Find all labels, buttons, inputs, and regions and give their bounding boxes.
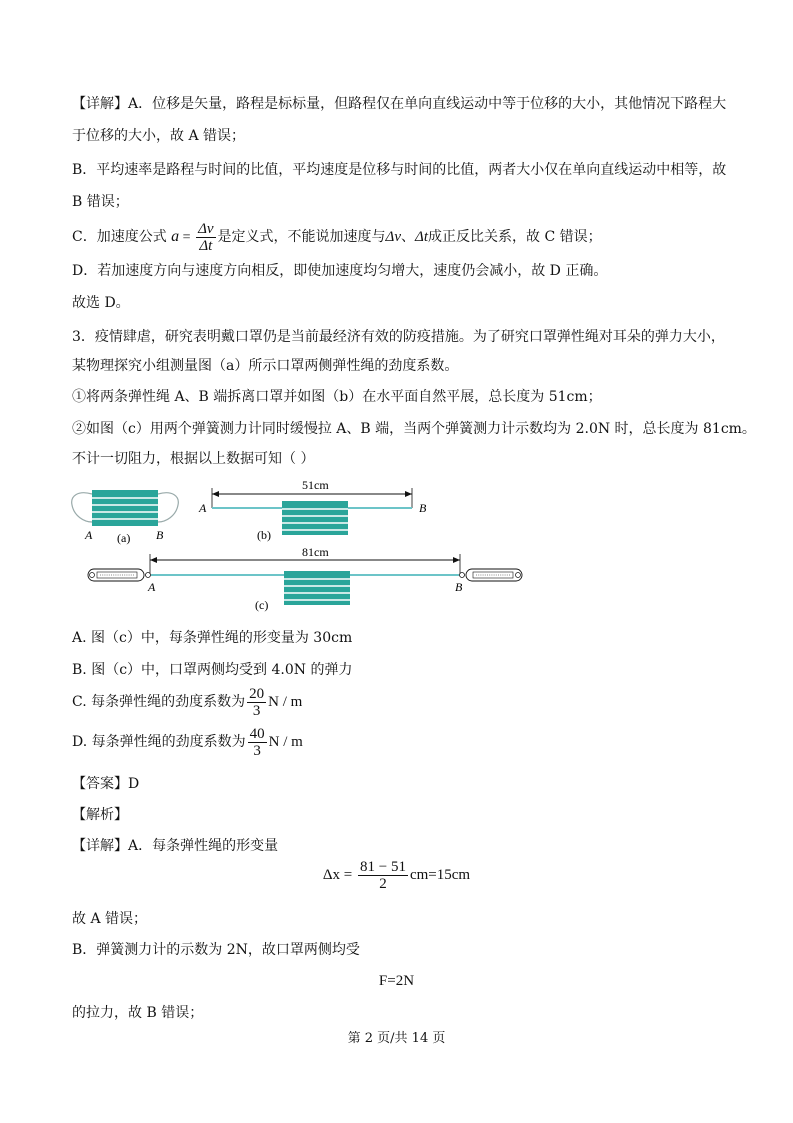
- delta-x-numerator: 81 − 51: [360, 858, 406, 875]
- accel-formula-numerator: Δv: [198, 220, 214, 237]
- figure-b-mask: [282, 501, 348, 535]
- option-d-numerator: 40: [249, 725, 265, 742]
- right-spring-scale-icon: [460, 569, 523, 581]
- separator: 、: [401, 229, 416, 245]
- detail-a-line1: 【详解】A．位移是矢量，路程是标标量，但路程仅在单向直线运动中等于位移的大小，其他情况下路程大: [72, 96, 727, 112]
- accel-formula-denominator: Δt: [199, 237, 213, 254]
- option-c: [72, 685, 302, 719]
- figure-a-mask: [72, 490, 179, 526]
- figure-c-label: (c): [255, 598, 269, 612]
- figure-c-end-b: B: [455, 580, 463, 594]
- option-d: [72, 725, 303, 759]
- figure-a-end-a: A: [85, 528, 93, 542]
- force-equation: F=2N: [378, 973, 415, 989]
- option-c-numerator: 20: [249, 685, 265, 702]
- b-explanation: B．弹簧测力计的示数为 2N，故口罩两侧均受: [72, 942, 360, 958]
- detail-c-mid: 是定义式，不能说加速度与: [217, 229, 386, 245]
- question-3-line4: ②如图（c）用两个弹簧测力计同时缓慢拉 A、B 端，当两个弹簧测力计示数均为 2.0N 时，总长度为 81cm。: [72, 421, 756, 437]
- figure-c-mask: [284, 571, 350, 605]
- equals-sign: =: [179, 230, 195, 245]
- figure-b-length: 51cm: [302, 478, 329, 492]
- option-d-text: D. 每条弹性绳的劲度系数为: [72, 734, 246, 750]
- analysis-label: 【解析】: [72, 807, 128, 823]
- choice-d: 故选 D。: [72, 295, 130, 311]
- b-wrong: 的拉力，故 B 错误；: [72, 1005, 204, 1021]
- detail-c-line: [72, 220, 602, 255]
- detail-c-suffix: 成正反比关系，故 C 错误；: [428, 229, 602, 245]
- delta-x-rhs: cm=15cm: [409, 867, 471, 883]
- left-spring-scale-icon: [88, 569, 151, 581]
- question-3-line3: ①将两条弹性绳 A、B 端拆离口罩并如图（b）在水平面自然平展，总长度为 51cm；: [72, 389, 602, 405]
- option-c-text: C. 每条弹性绳的劲度系数为: [72, 694, 246, 710]
- delta-t: Δt: [415, 229, 428, 245]
- detail-c-prefix: C．加速度公式: [72, 229, 167, 245]
- option-d-fraction: [248, 726, 267, 759]
- mask-figure: [0, 470, 793, 620]
- accel-symbol: a: [171, 228, 180, 245]
- option-d-denominator: 3: [253, 742, 261, 759]
- figure-b-label: (b): [257, 528, 271, 542]
- detail-a-line2: 于位移的大小，故 A 错误；: [72, 128, 246, 144]
- figure-a-label: (a): [117, 531, 131, 545]
- question-3-line2: 某物理探究小组测量图（a）所示口罩两侧弹性绳的劲度系数。: [72, 358, 459, 374]
- option-c-unit: N / m: [268, 694, 303, 710]
- option-c-denominator: 3: [252, 702, 261, 719]
- answer-label: 【答案】D: [72, 776, 140, 792]
- detail-b-line1: B．平均速率是路程与时间的比值，平均速度是位移与时间的比值，两者大小仅在单向直线运动中相等，故: [72, 162, 727, 178]
- detail-d-line: D．若加速度方向与速度方向相反，即使加速度均匀增大，速度仍会减小，故 D 正确。: [72, 263, 608, 279]
- detail-label: 【详解】A．每条弹性绳的形变量: [72, 838, 279, 854]
- delta-x-denominator: 2: [379, 875, 387, 892]
- option-c-fraction: [247, 686, 266, 719]
- delta-x-fraction: [358, 859, 408, 892]
- option-a: A. 图（c）中，每条弹性绳的形变量为 30cm: [72, 630, 353, 646]
- option-d-unit: N / m: [268, 734, 303, 750]
- delta-v: Δv: [385, 229, 402, 245]
- detail-b-line2: B 错误；: [72, 194, 129, 210]
- option-b: B. 图（c）中，口罩两侧均受到 4.0N 的弹力: [72, 662, 353, 678]
- question-3-line5: 不计一切阻力，根据以上数据可知（ ）: [72, 451, 315, 467]
- accel-formula-fraction: [196, 221, 215, 254]
- figure-a-end-b: B: [156, 528, 164, 542]
- question-3-line1: 3．疫情肆虐，研究表明戴口罩仍是当前最经济有效的防疫措施。为了研究口罩弹性绳对耳朵的弹力大小，: [72, 329, 725, 345]
- figure-c-end-a: A: [148, 580, 156, 594]
- delta-x-lhs: Δx =: [322, 867, 356, 883]
- delta-x-equation: [0, 858, 793, 892]
- figure-b-end-a: A: [199, 501, 207, 515]
- page-footer: 第 2 页/共 14 页: [347, 1031, 446, 1046]
- figure-c-length: 81cm: [302, 545, 329, 559]
- figure-b-end-b: B: [419, 501, 427, 515]
- a-wrong: 故 A 错误；: [72, 911, 148, 927]
